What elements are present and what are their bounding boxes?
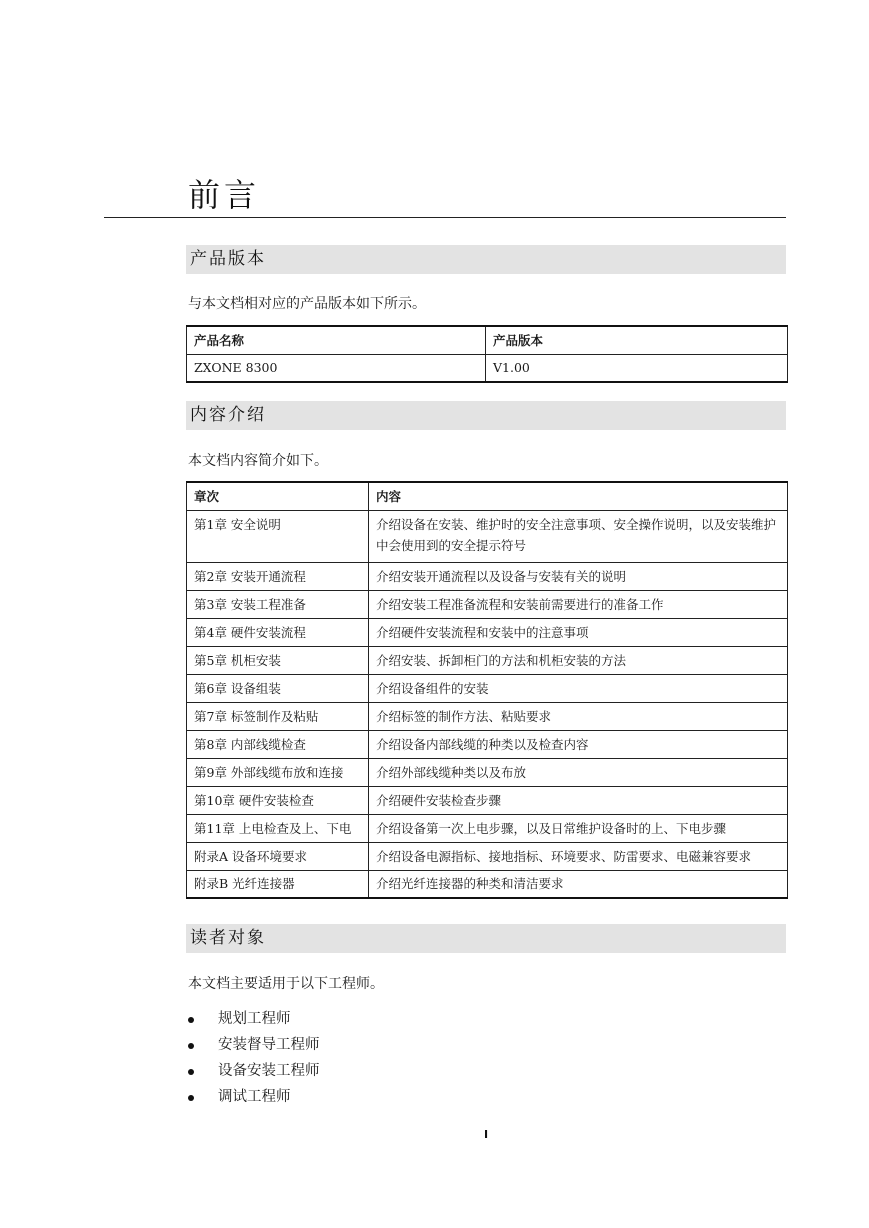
chapter-cell: 第6章 设备组装 xyxy=(187,674,369,702)
section-heading-version: 产品版本 xyxy=(186,245,786,274)
content-cell: 介绍硬件安装流程和安装中的注意事项 xyxy=(369,618,788,646)
chapter-cell: 第2章 安装开通流程 xyxy=(187,562,369,590)
section-heading-audience: 读者对象 xyxy=(186,924,786,953)
bullet-icon xyxy=(188,1017,194,1023)
bullet-icon xyxy=(188,1095,194,1101)
chapter-cell: 第1章 安全说明 xyxy=(187,510,369,562)
content-cell: 介绍外部线缆种类以及布放 xyxy=(369,758,788,786)
table-header-row xyxy=(187,326,788,354)
contents-table xyxy=(186,481,788,899)
table-row xyxy=(187,730,788,758)
table-row xyxy=(187,842,788,870)
column-header-content: 内容 xyxy=(369,482,788,510)
version-table xyxy=(186,325,788,383)
table-row xyxy=(187,590,788,618)
audience-list xyxy=(188,1006,320,1110)
chapter-cell: 第10章 硬件安装检查 xyxy=(187,786,369,814)
product-version-cell: V1.00 xyxy=(486,354,788,382)
table-row xyxy=(187,354,788,382)
column-header-product-name: 产品名称 xyxy=(187,326,486,354)
bullet-icon xyxy=(188,1043,194,1049)
table-row xyxy=(187,758,788,786)
column-header-product-version: 产品版本 xyxy=(486,326,788,354)
chapter-cell: 第3章 安装工程准备 xyxy=(187,590,369,618)
table-row xyxy=(187,510,788,562)
chapter-cell: 附录B 光纤连接器 xyxy=(187,870,369,898)
chapter-cell: 第11章 上电检查及上、下电 xyxy=(187,814,369,842)
title-divider xyxy=(104,217,786,218)
list-item-label: 规划工程师 xyxy=(218,1011,291,1027)
list-item xyxy=(188,1006,320,1032)
content-cell: 介绍设备第一次上电步骤，以及日常维护设备时的上、下电步骤 xyxy=(369,814,788,842)
content-cell: 介绍设备组件的安装 xyxy=(369,674,788,702)
content-cell: 介绍安装、拆卸柜门的方法和机柜安装的方法 xyxy=(369,646,788,674)
list-item-label: 调试工程师 xyxy=(218,1089,291,1105)
table-row xyxy=(187,646,788,674)
content-cell: 介绍硬件安装检查步骤 xyxy=(369,786,788,814)
table-row xyxy=(187,870,788,898)
version-intro: 与本文档相对应的产品版本如下所示。 xyxy=(188,296,426,312)
table-row xyxy=(187,786,788,814)
page-number: I xyxy=(484,1128,489,1141)
list-item xyxy=(188,1032,320,1058)
content-cell: 介绍设备在安装、维护时的安全注意事项、安全操作说明，以及安装维护中会使用到的安全提示符号 xyxy=(369,510,788,562)
content-cell: 介绍设备电源指标、接地指标、环境要求、防雷要求、电磁兼容要求 xyxy=(369,842,788,870)
list-item-label: 设备安装工程师 xyxy=(218,1063,320,1079)
audience-intro: 本文档主要适用于以下工程师。 xyxy=(188,976,384,992)
chapter-cell: 第7章 标签制作及粘贴 xyxy=(187,702,369,730)
chapter-cell: 第9章 外部线缆布放和连接 xyxy=(187,758,369,786)
content-cell: 介绍安装开通流程以及设备与安装有关的说明 xyxy=(369,562,788,590)
contents-intro: 本文档内容简介如下。 xyxy=(188,453,328,469)
table-header-row xyxy=(187,482,788,510)
chapter-cell: 附录A 设备环境要求 xyxy=(187,842,369,870)
content-cell: 介绍光纤连接器的种类和清洁要求 xyxy=(369,870,788,898)
list-item-label: 安装督导工程师 xyxy=(218,1037,320,1053)
table-row xyxy=(187,814,788,842)
list-item xyxy=(188,1058,320,1084)
table-row xyxy=(187,562,788,590)
section-heading-contents: 内容介绍 xyxy=(186,401,786,430)
content-cell: 介绍设备内部线缆的种类以及检查内容 xyxy=(369,730,788,758)
page-title: 前言 xyxy=(188,176,261,214)
chapter-cell: 第4章 硬件安装流程 xyxy=(187,618,369,646)
list-item xyxy=(188,1084,320,1110)
content-cell: 介绍安装工程准备流程和安装前需要进行的准备工作 xyxy=(369,590,788,618)
bullet-icon xyxy=(188,1069,194,1075)
table-row xyxy=(187,702,788,730)
chapter-cell: 第8章 内部线缆检查 xyxy=(187,730,369,758)
table-row xyxy=(187,674,788,702)
chapter-cell: 第5章 机柜安装 xyxy=(187,646,369,674)
content-cell: 介绍标签的制作方法、粘贴要求 xyxy=(369,702,788,730)
product-name-cell: ZXONE 8300 xyxy=(187,354,486,382)
table-row xyxy=(187,618,788,646)
column-header-chapter: 章次 xyxy=(187,482,369,510)
